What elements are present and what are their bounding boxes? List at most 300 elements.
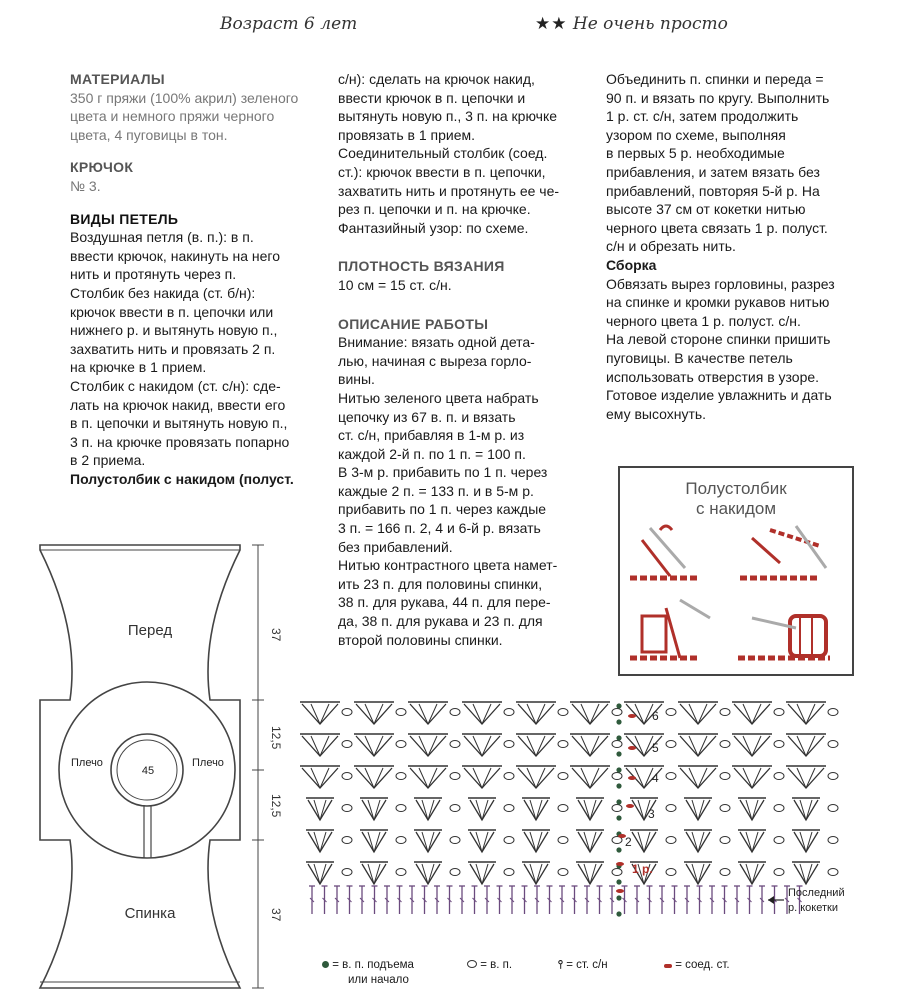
fan-symbol bbox=[476, 864, 482, 884]
fan-symbol bbox=[527, 736, 536, 756]
legend-text: = ст. с/н bbox=[566, 959, 608, 971]
chain-symbol bbox=[396, 805, 406, 812]
chain-symbol bbox=[720, 773, 730, 780]
text-line: каждой 2-й п. по 1 п. = 100 п. bbox=[338, 445, 526, 462]
slip-stitch-mark bbox=[628, 714, 636, 718]
fan-symbol bbox=[368, 864, 374, 884]
text-line: нижнего р. и вытянуть новую п., bbox=[70, 322, 278, 339]
fan-symbol bbox=[422, 864, 428, 884]
fan-symbol bbox=[470, 832, 494, 852]
chain-symbol bbox=[828, 869, 838, 876]
fan-symbol bbox=[527, 704, 536, 724]
lift-chain-dot bbox=[616, 895, 621, 900]
lift-chain-dot bbox=[616, 719, 621, 724]
fan-symbol bbox=[740, 800, 764, 820]
text-line: Соединительный столбик (соед. bbox=[338, 145, 548, 162]
lift-chain-dot bbox=[616, 783, 621, 788]
fan-symbol bbox=[314, 864, 320, 884]
text-line: захватить нить и провязать 2 п. bbox=[70, 340, 276, 357]
fan-symbol bbox=[743, 768, 752, 788]
text-line: прибавлений, повторяя 5-й р. На bbox=[606, 182, 820, 199]
fan-symbol bbox=[686, 832, 710, 852]
fan-symbol bbox=[692, 832, 698, 852]
neck-value: 45 bbox=[141, 765, 155, 777]
text-line: на спинке и кромки рукавов нитью bbox=[606, 294, 830, 311]
fan-symbol bbox=[428, 768, 437, 788]
chain-symbol bbox=[666, 805, 676, 812]
chain-symbol bbox=[396, 709, 406, 716]
chain-symbol bbox=[666, 869, 676, 876]
chain-symbol bbox=[558, 805, 568, 812]
chain-symbol bbox=[774, 773, 784, 780]
fan-symbol bbox=[698, 800, 704, 820]
chain-symbol bbox=[828, 837, 838, 844]
density-value: 10 см = 15 ст. с/н. bbox=[338, 276, 452, 293]
chain-symbol bbox=[774, 709, 784, 716]
lift-chain-dot bbox=[616, 879, 621, 884]
fan-symbol bbox=[590, 832, 596, 852]
chain-symbol bbox=[666, 741, 676, 748]
fan-symbol bbox=[590, 736, 599, 756]
chain-symbol bbox=[828, 773, 838, 780]
fan-symbol bbox=[788, 704, 824, 724]
hdc-step-2-icon bbox=[740, 526, 826, 578]
fan-symbol bbox=[374, 832, 380, 852]
fan-symbol bbox=[470, 864, 494, 884]
chain-symbol bbox=[828, 805, 838, 812]
fan-symbol bbox=[590, 864, 596, 884]
text-line: Воздушная петля (в. п.): в п. bbox=[70, 229, 254, 246]
assembly-paragraph bbox=[606, 275, 860, 424]
fan-symbol bbox=[314, 832, 320, 852]
fan-symbol bbox=[374, 768, 383, 788]
difficulty-text: Не очень просто bbox=[572, 14, 728, 34]
fan-symbol bbox=[362, 832, 386, 852]
chain-symbol bbox=[720, 741, 730, 748]
text-line: лью, начиная с выреза горло- bbox=[338, 352, 532, 369]
chain-symbol bbox=[666, 773, 676, 780]
fan-symbol bbox=[692, 800, 698, 820]
text-line: цепочку из 67 в. п. и вязать bbox=[338, 408, 516, 425]
fan-symbol bbox=[320, 768, 329, 788]
fan-symbol bbox=[572, 768, 608, 788]
text-line: захватить нить и протянуть ее че- bbox=[338, 182, 560, 199]
chain-symbol bbox=[342, 869, 352, 876]
text-line: 1 р. ст. с/н, затем продолжить bbox=[606, 108, 799, 125]
difficulty-label bbox=[535, 14, 728, 34]
fan-symbol bbox=[518, 704, 554, 724]
fan-symbol bbox=[638, 832, 644, 852]
chain-symbol bbox=[558, 709, 568, 716]
stars-icon: ★★ bbox=[535, 14, 568, 34]
fan-symbol bbox=[635, 704, 644, 724]
fan-symbol bbox=[311, 704, 320, 724]
text-line: пуговицы. В качестве петель bbox=[606, 349, 793, 366]
stitch-hdc: Полустолбик с накидом (полуст. bbox=[70, 470, 294, 487]
text-line: с/н): сделать на крючок накид, bbox=[338, 71, 535, 87]
work-paragraph-1 bbox=[338, 389, 588, 556]
fan-symbol bbox=[578, 832, 602, 852]
fan-symbol bbox=[410, 736, 446, 756]
fan-symbol bbox=[788, 768, 824, 788]
chain-symbol bbox=[720, 709, 730, 716]
stitch-dc bbox=[70, 377, 316, 470]
fan-symbol bbox=[806, 832, 812, 852]
fan-symbol bbox=[794, 832, 818, 852]
lift-chain-dot bbox=[616, 815, 621, 820]
fan-symbol bbox=[368, 832, 374, 852]
back-label: Спинка bbox=[124, 905, 176, 922]
fan-symbol bbox=[524, 864, 548, 884]
fan-symbol bbox=[428, 704, 437, 724]
text-line: на крючке в 1 прием. bbox=[70, 359, 207, 376]
chain-symbol bbox=[558, 741, 568, 748]
fan-symbol bbox=[686, 800, 710, 820]
fan-symbol bbox=[806, 800, 812, 820]
fan-symbol bbox=[530, 832, 536, 852]
fan-symbol bbox=[794, 800, 818, 820]
fan-symbol bbox=[428, 736, 437, 756]
text-line: Столбик без накида (ст. б/н): bbox=[70, 284, 256, 301]
crochet-chart bbox=[300, 686, 860, 941]
fan-symbol bbox=[365, 768, 374, 788]
fan-symbol bbox=[644, 832, 650, 852]
illustration-title-1: Полустолбик bbox=[685, 479, 787, 498]
text-line: черного цвета 1 р. полуст. с/н. bbox=[606, 312, 801, 329]
lift-chain-dot bbox=[616, 751, 621, 756]
text-line: ить 23 п. для половины спинки, bbox=[338, 575, 543, 592]
fan-symbol bbox=[536, 768, 545, 788]
dim-mid2-label: 12,5 bbox=[269, 794, 283, 818]
dim-bottom-label: 37 bbox=[269, 908, 283, 922]
chain-symbol bbox=[720, 805, 730, 812]
fan-symbol bbox=[746, 832, 752, 852]
chain-symbol bbox=[504, 741, 514, 748]
fan-symbol bbox=[800, 832, 806, 852]
text-line: лать на крючок накид, ввести его bbox=[70, 396, 286, 413]
legend-text: или начало bbox=[348, 974, 409, 986]
lift-chain-dot bbox=[616, 735, 621, 740]
fan-symbol bbox=[578, 800, 602, 820]
chain-symbol bbox=[342, 741, 352, 748]
attention-text bbox=[338, 333, 588, 389]
fan-symbol bbox=[788, 736, 824, 756]
fan-symbol bbox=[416, 800, 440, 820]
fan-symbol bbox=[632, 832, 656, 852]
text-line: ст. с/н, прибавляя в 1-м р. из bbox=[338, 427, 525, 444]
fan-symbol bbox=[356, 736, 392, 756]
text-line: 38 п. для рукава, 44 п. для пере- bbox=[338, 594, 551, 611]
fan-symbol bbox=[524, 832, 548, 852]
chain-symbol bbox=[612, 709, 622, 716]
fan-symbol bbox=[476, 832, 482, 852]
fan-symbol bbox=[482, 800, 488, 820]
fan-symbol bbox=[302, 736, 338, 756]
fan-symbol bbox=[416, 864, 440, 884]
chain-symbol bbox=[504, 869, 514, 876]
chain-symbol bbox=[450, 773, 460, 780]
dimension-line bbox=[252, 545, 264, 988]
text-line: второй половины спинки. bbox=[338, 631, 503, 648]
text-line: 350 г пряжи (100% акрил) зеленого bbox=[70, 89, 299, 106]
lift-chain-dot bbox=[616, 847, 621, 852]
text-line: провязать в 1 прием. bbox=[338, 126, 475, 143]
fan-symbol bbox=[410, 768, 446, 788]
column-2 bbox=[338, 70, 588, 649]
text-line: Готовое изделие увлажнить и дать bbox=[606, 387, 832, 404]
row-label-1: 1 р. bbox=[632, 862, 653, 876]
legend-chain bbox=[467, 958, 512, 973]
text-line: без прибавлений. bbox=[338, 538, 453, 555]
fan-symbol bbox=[464, 704, 500, 724]
chain-symbol bbox=[666, 709, 676, 716]
text-line: использовать отверстия в узоре. bbox=[606, 368, 820, 385]
fan-symbol bbox=[734, 736, 770, 756]
chain-symbol bbox=[342, 805, 352, 812]
text-line: каждые 2 п. = 133 п. и в 5-м р. bbox=[338, 482, 534, 499]
fan-symbol bbox=[584, 864, 590, 884]
chain-symbol bbox=[450, 805, 460, 812]
hook-value: № 3. bbox=[70, 177, 101, 194]
fan-symbol bbox=[428, 832, 434, 852]
fan-symbol bbox=[734, 704, 770, 724]
chain-symbol bbox=[342, 837, 352, 844]
chain-symbol bbox=[342, 773, 352, 780]
fan-symbol bbox=[518, 768, 554, 788]
chain-symbol bbox=[774, 805, 784, 812]
fan-symbol bbox=[740, 832, 764, 852]
fan-symbol bbox=[314, 800, 320, 820]
fan-symbol bbox=[689, 768, 698, 788]
row-label-3: 3 bbox=[648, 807, 655, 821]
fan-symbol bbox=[410, 704, 446, 724]
fan-symbol bbox=[419, 704, 428, 724]
illustration-title-2: с накидом bbox=[695, 499, 777, 518]
text-line: ему высохнуть. bbox=[606, 405, 707, 422]
legend-text: = в. п. bbox=[480, 959, 513, 971]
fan-symbol bbox=[698, 768, 707, 788]
fan-symbol bbox=[476, 800, 482, 820]
row-label-2: 2 bbox=[625, 835, 632, 849]
chain-symbol bbox=[450, 837, 460, 844]
chain-symbol bbox=[504, 773, 514, 780]
text-line: прибавить по 1 п. через каждые bbox=[338, 501, 547, 518]
assembly-title: Сборка bbox=[606, 256, 657, 273]
text-line: 3 п. = 166 п. 2, 4 и 6-й р. вязать bbox=[338, 520, 541, 537]
chain-symbol bbox=[774, 869, 784, 876]
fan-symbol bbox=[752, 864, 758, 884]
fan-symbol bbox=[524, 800, 548, 820]
fan-symbol bbox=[806, 864, 812, 884]
text-line: На левой стороне спинки пришить bbox=[606, 331, 831, 348]
text-line: в 2 приема. bbox=[70, 452, 146, 469]
fan-symbol bbox=[797, 704, 806, 724]
slip-stitch-mark bbox=[626, 804, 634, 808]
fan-symbol bbox=[797, 768, 806, 788]
text-line: узором по схеме, выполняя bbox=[606, 126, 786, 143]
fan-symbol bbox=[374, 800, 380, 820]
fan-symbol bbox=[365, 704, 374, 724]
text-line: ввести крючок в п. цепочки и bbox=[338, 89, 526, 106]
fan-symbol bbox=[680, 768, 716, 788]
fan-symbol bbox=[428, 800, 434, 820]
fan-symbol bbox=[419, 768, 428, 788]
density-title: ПЛОТНОСТЬ ВЯЗАНИЯ bbox=[338, 258, 505, 275]
legend-text: = в. п. подъема bbox=[332, 959, 414, 971]
text-line: вины. bbox=[338, 371, 375, 388]
fan-symbol bbox=[698, 864, 704, 884]
fan-symbol bbox=[692, 864, 698, 884]
text-line: Внимание: вязать одной дета- bbox=[338, 334, 535, 351]
chain-symbol bbox=[720, 837, 730, 844]
fan-symbol bbox=[743, 736, 752, 756]
fan-symbol bbox=[482, 736, 491, 756]
fan-symbol bbox=[302, 768, 338, 788]
dim-top-label: 37 bbox=[269, 628, 283, 642]
chain-symbol bbox=[504, 709, 514, 716]
fan-symbol bbox=[746, 800, 752, 820]
chain-symbol bbox=[396, 741, 406, 748]
fan-symbol bbox=[374, 736, 383, 756]
fan-symbol bbox=[302, 704, 338, 724]
chain-symbol bbox=[612, 741, 622, 748]
fan-symbol bbox=[362, 800, 386, 820]
fan-symbol bbox=[464, 768, 500, 788]
stitch-chain bbox=[70, 228, 316, 284]
fan-symbol bbox=[752, 768, 761, 788]
hdc-illustration bbox=[618, 466, 854, 676]
text-line: Нитью контрастного цвета намет- bbox=[338, 557, 558, 574]
legend-oval-icon bbox=[467, 960, 477, 968]
fan-symbol bbox=[374, 704, 383, 724]
fan-symbol bbox=[581, 704, 590, 724]
text-line: черного цвета связать 1 р. полуст. bbox=[606, 219, 828, 236]
lift-chain-dot bbox=[616, 703, 621, 708]
hdc-step-3-icon bbox=[630, 600, 710, 658]
fan-symbol bbox=[581, 768, 590, 788]
shoulder-left-label: Плечо bbox=[71, 757, 103, 769]
slip-stitch-mark bbox=[616, 889, 624, 893]
last-row-label-1: Последний bbox=[788, 887, 845, 899]
column-3 bbox=[606, 70, 860, 423]
fan-symbol bbox=[797, 736, 806, 756]
text-line: крючок ввести в п. цепочки или bbox=[70, 303, 274, 320]
stitch-types-title: ВИДЫ ПЕТЕЛЬ bbox=[70, 210, 179, 227]
slip-stitch-mark bbox=[628, 776, 636, 780]
lift-chain-dot bbox=[616, 767, 621, 772]
hdc-step-4-icon bbox=[738, 616, 830, 658]
dim-mid1-label: 12,5 bbox=[269, 726, 283, 750]
fan-symbol bbox=[578, 864, 602, 884]
chain-symbol bbox=[396, 773, 406, 780]
text-line: ст.): крючок ввести в п. цепочки, bbox=[338, 163, 546, 180]
fan-symbol bbox=[635, 736, 644, 756]
text-line: в первых 5 р. необходимые bbox=[606, 145, 785, 162]
text-line: Обвязать вырез горловины, разрез bbox=[606, 275, 835, 292]
chain-symbol bbox=[774, 837, 784, 844]
fan-symbol bbox=[518, 736, 554, 756]
chain-symbol bbox=[558, 869, 568, 876]
fan-symbol bbox=[473, 704, 482, 724]
fan-symbol bbox=[482, 704, 491, 724]
materials-title: МАТЕРИАЛЫ bbox=[70, 71, 165, 87]
fan-symbol bbox=[308, 864, 332, 884]
fan-symbol bbox=[320, 832, 326, 852]
fan-symbol bbox=[734, 768, 770, 788]
row-label-5: 5 bbox=[652, 741, 659, 755]
text-line: с/н и обрезать нить. bbox=[606, 238, 736, 255]
fan-symbol bbox=[368, 800, 374, 820]
fan-symbol bbox=[308, 832, 332, 852]
chain-symbol bbox=[558, 773, 568, 780]
fan-symbol bbox=[536, 736, 545, 756]
shoulder-right-label: Плечо bbox=[192, 757, 224, 769]
text-line: 90 п. и вязать по кругу. Выполнить bbox=[606, 89, 830, 106]
fan-symbol bbox=[530, 800, 536, 820]
join-paragraph bbox=[606, 70, 860, 256]
fan-symbol bbox=[308, 800, 332, 820]
fan-symbol bbox=[806, 736, 815, 756]
legend-dot-icon bbox=[322, 961, 329, 968]
fan-symbol bbox=[464, 736, 500, 756]
fan-symbol bbox=[572, 704, 608, 724]
text-line: 3 п. на крючке провязать попарно bbox=[70, 433, 290, 450]
row-label-4: 4 bbox=[652, 771, 659, 785]
fan-symbol bbox=[698, 736, 707, 756]
fan-symbol bbox=[311, 736, 320, 756]
fan-symbol bbox=[320, 864, 326, 884]
fan-symbol bbox=[311, 768, 320, 788]
text-line: Столбик с накидом (ст. с/н): сде- bbox=[70, 377, 281, 394]
legend-text: = соед. ст. bbox=[675, 959, 730, 971]
text-line: В 3-м р. прибавить по 1 п. через bbox=[338, 464, 548, 481]
fan-symbol bbox=[743, 704, 752, 724]
fan-symbol bbox=[473, 768, 482, 788]
fan-symbol bbox=[356, 768, 392, 788]
fan-symbol bbox=[800, 864, 806, 884]
chain-symbol bbox=[774, 741, 784, 748]
legend-dc-icon: ⫯ bbox=[558, 959, 564, 971]
chain-symbol bbox=[612, 869, 622, 876]
fan-symbol bbox=[473, 736, 482, 756]
chain-symbol bbox=[450, 709, 460, 716]
text-line: в п. цепочки и вытянуть новую п., bbox=[70, 415, 288, 432]
fan-symbol bbox=[635, 768, 644, 788]
fan-symbol bbox=[320, 736, 329, 756]
hdc-step-1-icon bbox=[630, 526, 700, 578]
last-row-label-2: р. кокетки bbox=[788, 902, 838, 914]
fan-symbol bbox=[536, 864, 542, 884]
text-line: вытянуть новую п., 3 п. на крючке bbox=[338, 108, 558, 125]
fan-symbol bbox=[536, 704, 545, 724]
fan-symbol bbox=[320, 704, 329, 724]
fan-symbol bbox=[374, 864, 380, 884]
fan-symbol bbox=[806, 768, 815, 788]
fan-symbol bbox=[680, 736, 716, 756]
work-paragraph-2 bbox=[338, 556, 588, 649]
slip-stitch-mark bbox=[616, 862, 624, 866]
fan-symbol bbox=[752, 832, 758, 852]
fan-symbol bbox=[428, 864, 434, 884]
fan-symbol bbox=[422, 832, 428, 852]
chain-symbol bbox=[396, 869, 406, 876]
chain-symbol bbox=[450, 741, 460, 748]
text-line: высоте 37 см от кокетки нитью bbox=[606, 201, 806, 218]
materials-text bbox=[70, 89, 316, 145]
fan-symbol bbox=[536, 800, 542, 820]
stitch-sc bbox=[70, 284, 316, 377]
column-1 bbox=[70, 70, 316, 488]
